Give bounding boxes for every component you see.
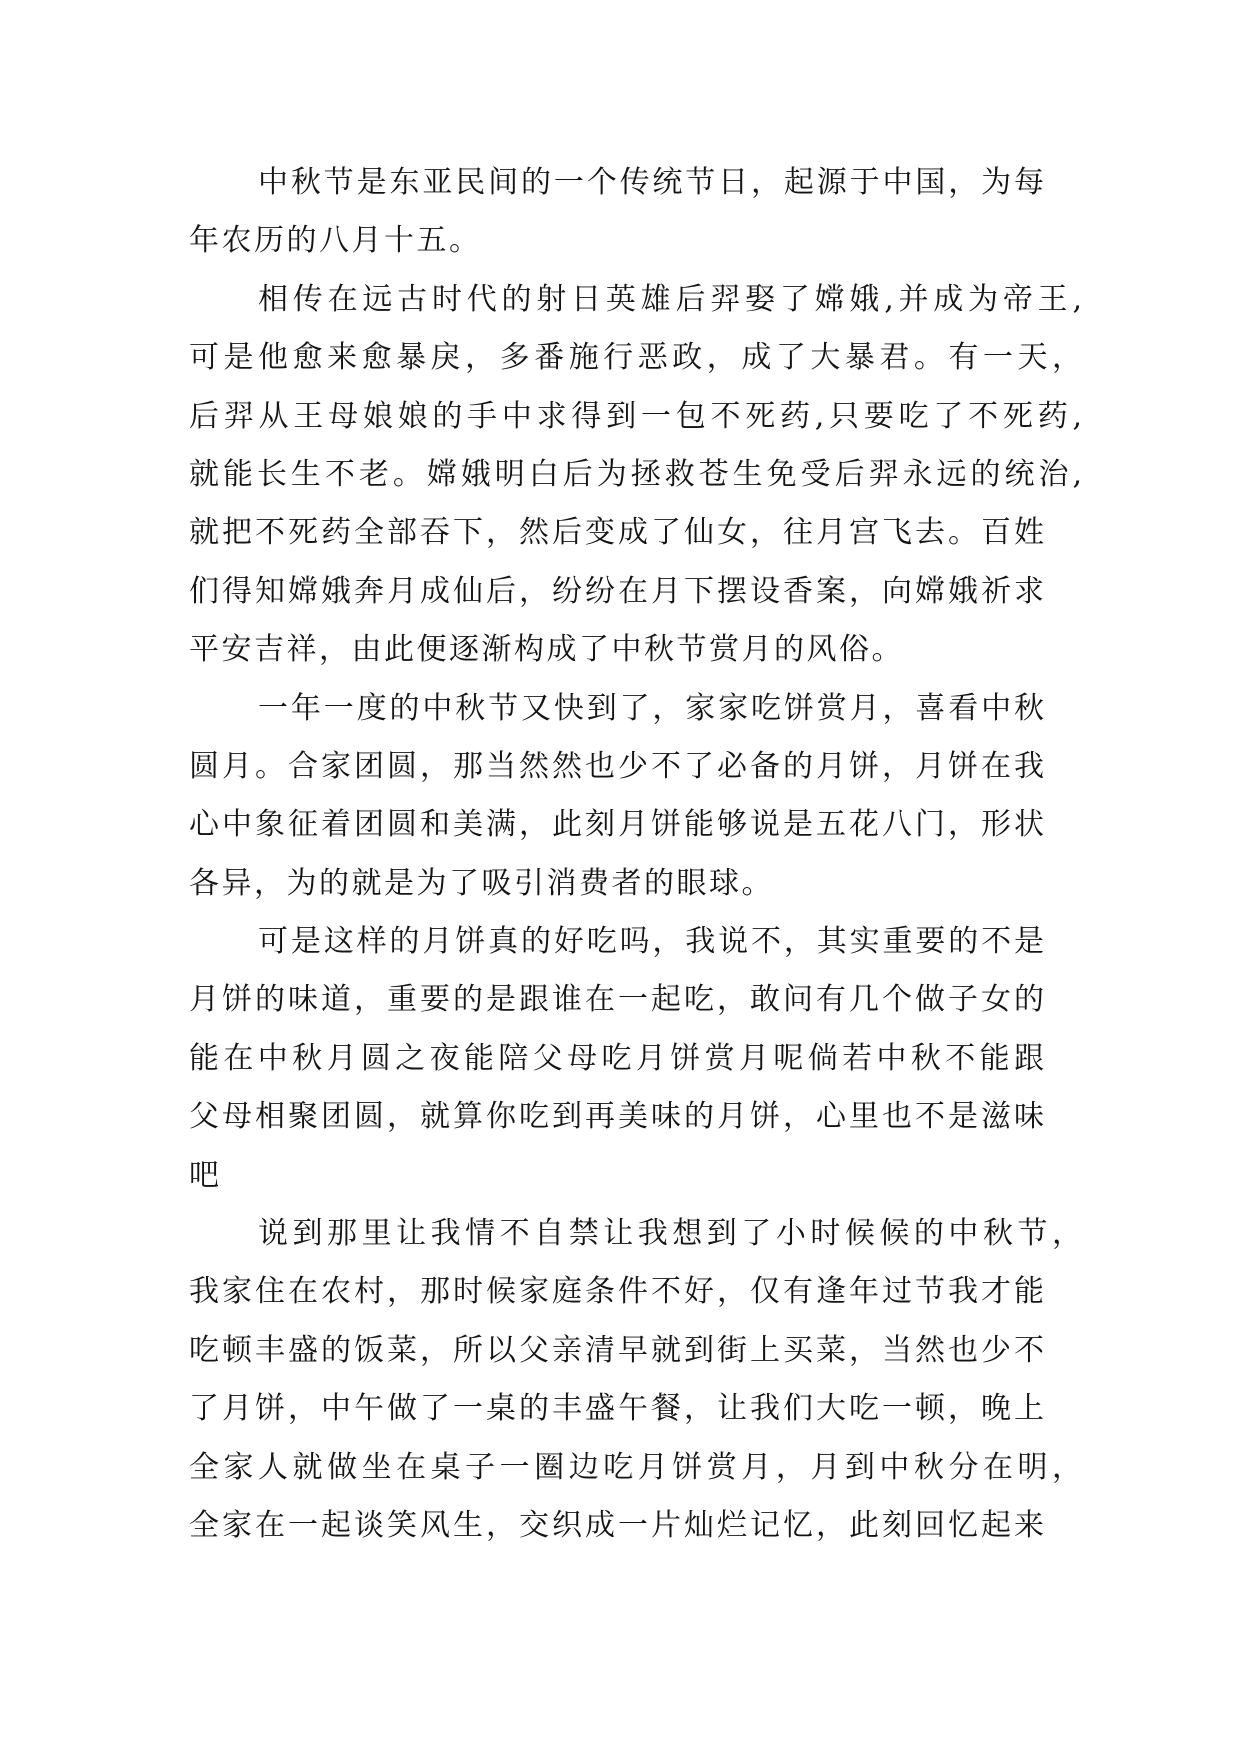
document-body bbox=[189, 154, 1082, 1555]
paragraph bbox=[189, 271, 1082, 680]
paragraph bbox=[189, 913, 1082, 1205]
paragraph-line: 后羿从王母娘娘的手中求得到一包不死药,只要吃了不死药, bbox=[189, 398, 1082, 434]
paragraph-line: 中秋节是东亚民间的一个传统节日，起源于中国，为每 bbox=[258, 165, 1044, 200]
paragraph-line: 父母相聚团圆，就算你吃到再美味的月饼，心里也不是滋味 bbox=[189, 1099, 1044, 1135]
paragraph-line: 全家在一起谈笑风生，交织成一片灿烂记忆，此刻回忆起来 bbox=[189, 1507, 1044, 1543]
paragraph-line: 各异，为的就是为了吸引消费者的眼球。 bbox=[189, 865, 774, 901]
paragraph-line: 了月饼，中午做了一桌的丰盛午餐，让我们大吃一顿，晚上 bbox=[189, 1391, 1044, 1427]
paragraph-line: 全家人就做坐在桌子一圈边吃月饼赏月，月到中秋分在明， bbox=[189, 1449, 1082, 1485]
paragraph-line: 就能长生不老。嫦娥明白后为拯救苍生免受后羿永远的统治, bbox=[189, 456, 1082, 492]
paragraph-line: 可是他愈来愈暴戾，多番施行恶政，成了大暴君。有一天， bbox=[189, 340, 1082, 376]
paragraph-line: 一年一度的中秋节又快到了，家家吃饼赏月，喜看中秋 bbox=[258, 690, 1044, 726]
paragraph-line: 我家住在农村，那时候家庭条件不好，仅有逢年过节我才能 bbox=[189, 1274, 1044, 1310]
paragraph-line: 月饼的味道，重要的是跟谁在一起吃，敢问有几个做子女的 bbox=[189, 982, 1044, 1018]
paragraph-line: 说到那里让我情不自禁让我想到了小时候候的中秋节， bbox=[258, 1216, 1082, 1252]
paragraph-line: 吧 bbox=[189, 1157, 222, 1193]
paragraph-line: 年农历的八月十五。 bbox=[189, 223, 482, 259]
paragraph bbox=[189, 154, 1082, 271]
paragraph-line: 可是这样的月饼真的好吃吗，我说不，其实重要的不是 bbox=[258, 924, 1044, 960]
paragraph-line: 相传在远古时代的射日英雄后羿娶了嫦娥,并成为帝王, bbox=[258, 281, 1082, 317]
paragraph-line: 心中象征着团圆和美满，此刻月饼能够说是五花八门，形状 bbox=[189, 807, 1044, 843]
paragraph-line: 圆月。合家团圆，那当然然也少不了必备的月饼，月饼在我 bbox=[189, 748, 1044, 784]
paragraph-line: 平安吉祥，由此便逐渐构成了中秋节赏月的风俗。 bbox=[189, 632, 904, 668]
paragraph-line: 能在中秋月圆之夜能陪父母吃月饼赏月呢倘若中秋不能跟 bbox=[189, 1040, 1044, 1076]
paragraph bbox=[189, 680, 1082, 914]
paragraph bbox=[189, 1205, 1082, 1555]
paragraph-line: 就把不死药全部吞下，然后变成了仙女，往月宫飞去。百姓 bbox=[189, 515, 1044, 551]
paragraph-line: 们得知嫦娥奔月成仙后，纷纷在月下摆设香案，向嫦娥祈求 bbox=[189, 573, 1044, 609]
paragraph-line: 吃顿丰盛的饭菜，所以父亲清早就到街上买菜，当然也少不 bbox=[189, 1332, 1044, 1368]
